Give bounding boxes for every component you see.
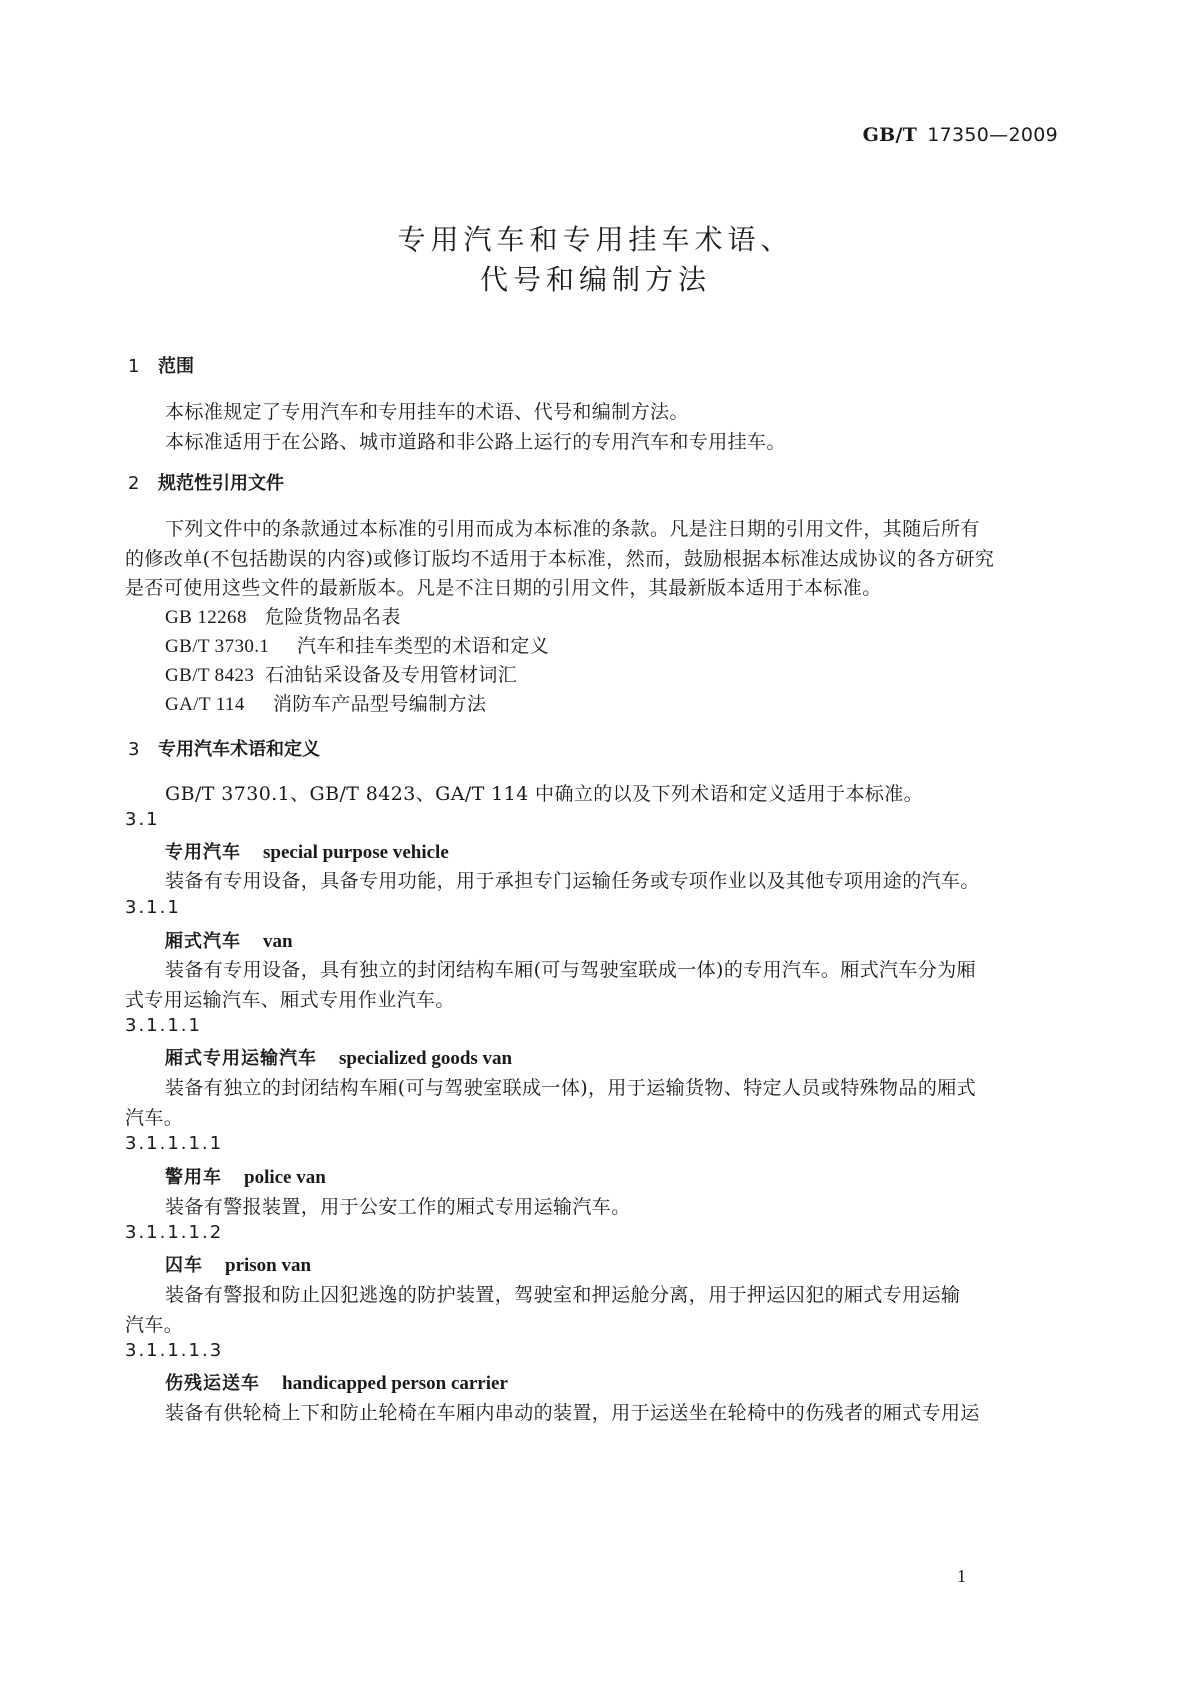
term-english: handicapped person carrier [282, 1373, 508, 1394]
term-english: special purpose vehicle [263, 842, 449, 863]
standard-code: 17350—2009 [927, 124, 1058, 146]
term-definition: 装备有专用设备，具有独立的封闭结构车厢(可与驾驶室联成一体)的专用汽车。厢式汽车分为厢 [165, 959, 977, 981]
reference-code: GB/T 3730.1 [165, 636, 270, 657]
term-english: van [263, 931, 293, 952]
section-number: 1 [128, 356, 140, 377]
reference-item [165, 631, 549, 658]
page-number: 1 [957, 1566, 966, 1586]
reference-code: GB 12268 [165, 607, 247, 628]
term-definition: 装备有供轮椅上下和防止轮椅在车厢内串动的装置，用于运送坐在轮椅中的伤残者的厢式专用运 [165, 1402, 980, 1424]
term-title [165, 838, 449, 864]
term-chinese: 囚车 [165, 1255, 203, 1276]
reference-name: 消防车产品型号编制方法 [273, 693, 487, 715]
term-chinese: 专用汽车 [165, 842, 241, 863]
paragraph: GB/T 3730.1、GB/T 8423、GA/T 114 中确立的以及下列术语和定义适用于本标准。 [165, 783, 924, 805]
paragraph: 本标准适用于在公路、城市道路和非公路上运行的专用汽车和专用挂车。 [165, 431, 786, 453]
reference-item [165, 689, 486, 716]
reference-item [165, 602, 401, 629]
document-title-line1: 专用汽车和专用挂车术语、 [397, 223, 794, 256]
term-english: prison van [225, 1255, 312, 1276]
term-number: 3.1.1.1 [125, 1015, 202, 1036]
term-chinese: 厢式汽车 [165, 931, 241, 952]
document-title-line2: 代号和编制方法 [479, 263, 711, 296]
section-number: 3 [128, 739, 140, 760]
section-number: 2 [128, 473, 140, 494]
term-definition: 装备有警报装置，用于公安工作的厢式专用运输汽车。 [165, 1196, 631, 1218]
section-title: 专用汽车术语和定义 [158, 739, 320, 760]
term-number: 3.1.1 [125, 897, 181, 918]
reference-name: 危险货物品名表 [265, 606, 401, 628]
term-chinese: 警用车 [165, 1167, 222, 1188]
standard-prefix: GB/T [862, 124, 918, 146]
term-number: 3.1.1.1.1 [125, 1133, 224, 1154]
term-number: 3.1.1.1.2 [125, 1222, 224, 1243]
reference-name: 汽车和挂车类型的术语和定义 [297, 635, 550, 657]
term-definition: 装备有专用设备，具备专用功能，用于承担专门运输任务或专项作业以及其他专项用途的汽车。 [165, 870, 980, 892]
term-title [165, 1369, 508, 1395]
section-2-heading [128, 469, 284, 495]
term-chinese: 伤残运送车 [165, 1373, 260, 1394]
reference-code: GA/T 114 [165, 694, 245, 715]
section-title: 范围 [158, 356, 194, 377]
reference-code: GB/T 8423 [165, 665, 255, 686]
paragraph-line: 是否可使用这些文件的最新版本。凡是不注日期的引用文件，其最新版本适用于本标准。 [125, 577, 882, 599]
term-number: 3.1 [125, 809, 160, 830]
paragraph-line: 下列文件中的条款通过本标准的引用而成为本标准的条款。凡是注日期的引用文件，其随后所有 [165, 518, 980, 540]
term-definition-cont: 式专用运输汽车、厢式专用作业汽车。 [125, 989, 455, 1011]
term-title [165, 1044, 512, 1070]
reference-item [165, 660, 517, 687]
term-title [165, 1163, 326, 1189]
term-title [165, 927, 293, 953]
paragraph-line: 的修改单(不包括勘误的内容)或修订版均不适用于本标准，然而，鼓励根据本标准达成协议的各方研究 [125, 548, 995, 570]
reference-name: 石油钻采设备及专用管材词汇 [265, 664, 518, 686]
term-english: police van [244, 1167, 326, 1188]
term-definition-cont: 汽车。 [125, 1314, 184, 1336]
section-1-heading [128, 352, 194, 378]
term-english: specialized goods van [339, 1048, 513, 1069]
term-title [165, 1251, 311, 1277]
term-definition: 装备有独立的封闭结构车厢(可与驾驶室联成一体)，用于运输货物、特定人员或特殊物品的厢式 [165, 1077, 977, 1099]
term-definition-cont: 汽车。 [125, 1107, 184, 1129]
section-3-heading [128, 735, 320, 761]
term-chinese: 厢式专用运输汽车 [165, 1048, 317, 1069]
term-number: 3.1.1.1.3 [125, 1340, 224, 1361]
standard-number [863, 124, 1058, 146]
term-definition: 装备有警报和防止囚犯逃逸的防护装置，驾驶室和押运舱分离，用于押运囚犯的厢式专用运输 [165, 1284, 961, 1306]
paragraph: 本标准规定了专用汽车和专用挂车的术语、代号和编制方法。 [165, 401, 689, 423]
section-title: 规范性引用文件 [158, 473, 284, 494]
